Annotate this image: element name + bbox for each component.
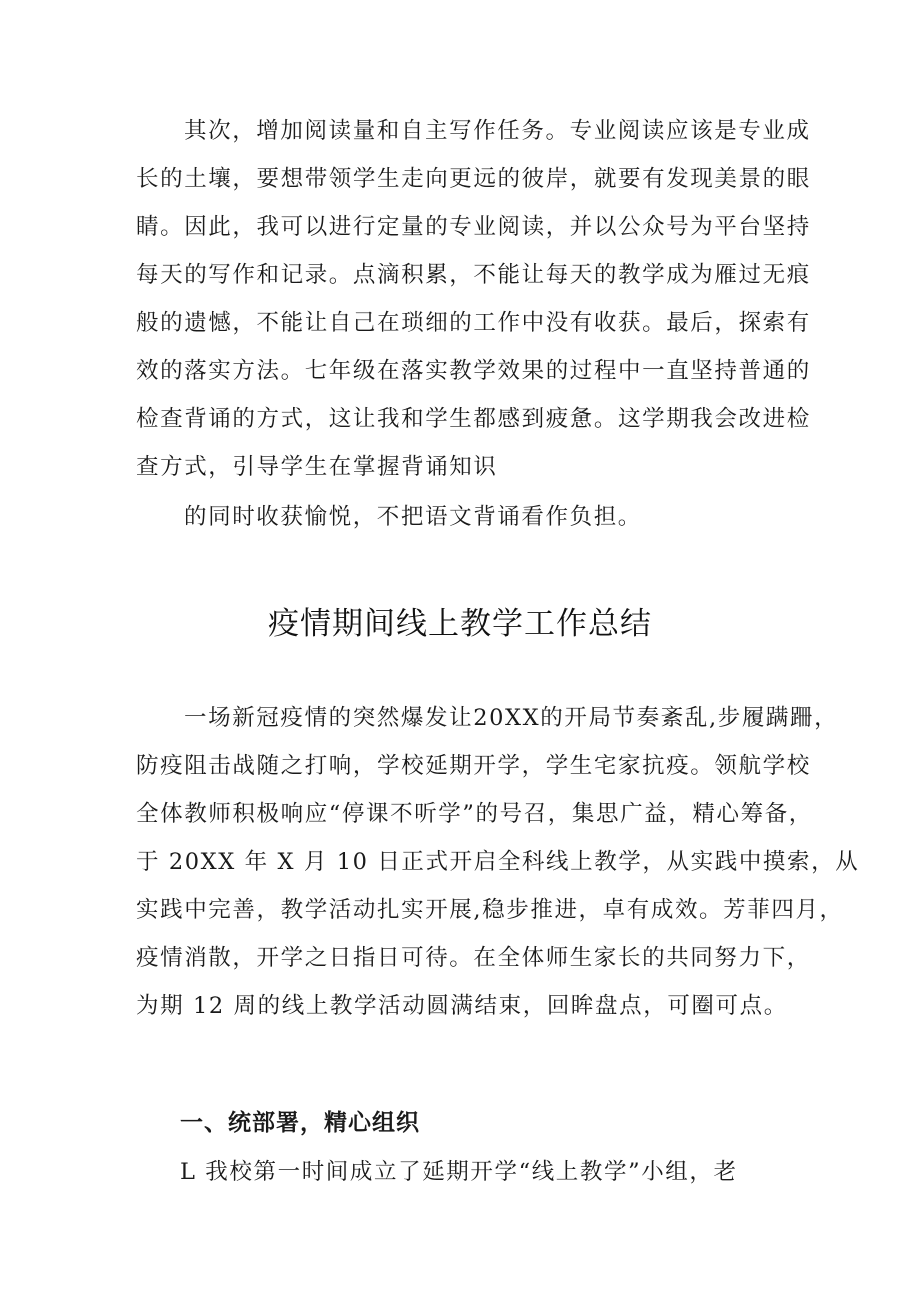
- paragraph-line: 每天的写作和记录。点滴积累，不能让每天的教学成为雁过无痕: [136, 262, 811, 288]
- paragraph-line: 实践中完善，教学活动扎实开展,稳步推进，卓有成效。芳菲四月，: [136, 897, 844, 923]
- paragraph-line: 效的落实方法。七年级在落实教学效果的过程中一直坚持普通的: [136, 358, 811, 384]
- paragraph-line: 一场新冠疫情的突然爆发让20XX的开局节奏紊乱,步履蹒跚，: [184, 705, 839, 731]
- paragraph-line: 检查背诵的方式，这让我和学生都感到疲惫。这学期我会改进检: [136, 406, 811, 432]
- document-title: 疫情期间线上教学工作总结: [268, 606, 652, 642]
- paragraph-line: 疫情消散，开学之日指日可待。在全体师生家长的共同努力下，: [136, 945, 811, 971]
- paragraph-line: 全体教师积极响应“停课不听学”的号召，集思广益，精心筹备，: [136, 801, 813, 827]
- paragraph-line: L 我校第一时间成立了延期开学“线上教学”小组，老: [180, 1159, 738, 1185]
- paragraph-line: 为期 12 周的线上教学活动圆满结束，回眸盘点，可圈可点。: [136, 993, 788, 1019]
- paragraph-line: 睛。因此，我可以进行定量的专业阅读，并以公众号为平台坚持: [136, 214, 811, 240]
- paragraph-line: 其次，增加阅读量和自主写作任务。专业阅读应该是专业成: [184, 118, 811, 144]
- section-heading: 一、统部署，精心组织: [180, 1110, 420, 1136]
- paragraph-line: 查方式，引导学生在掌握背诵知识: [136, 454, 498, 480]
- paragraph-line: 防疫阻击战随之打响，学校延期开学，学生宅家抗疫。领航学校: [136, 753, 811, 779]
- paragraph-line: 于 20XX 年 X 月 10 日正式开启全科线上教学，从实践中摸索，从: [136, 849, 860, 875]
- paragraph-line: 般的遗憾，不能让自己在琐细的工作中没有收获。最后，探索有: [136, 310, 811, 336]
- paragraph-line: 的同时收获愉悦，不把语文背诵看作负担。: [184, 504, 642, 530]
- paragraph-line: 长的土壤，要想带领学生走向更远的彼岸，就要有发现美景的眼: [136, 166, 811, 192]
